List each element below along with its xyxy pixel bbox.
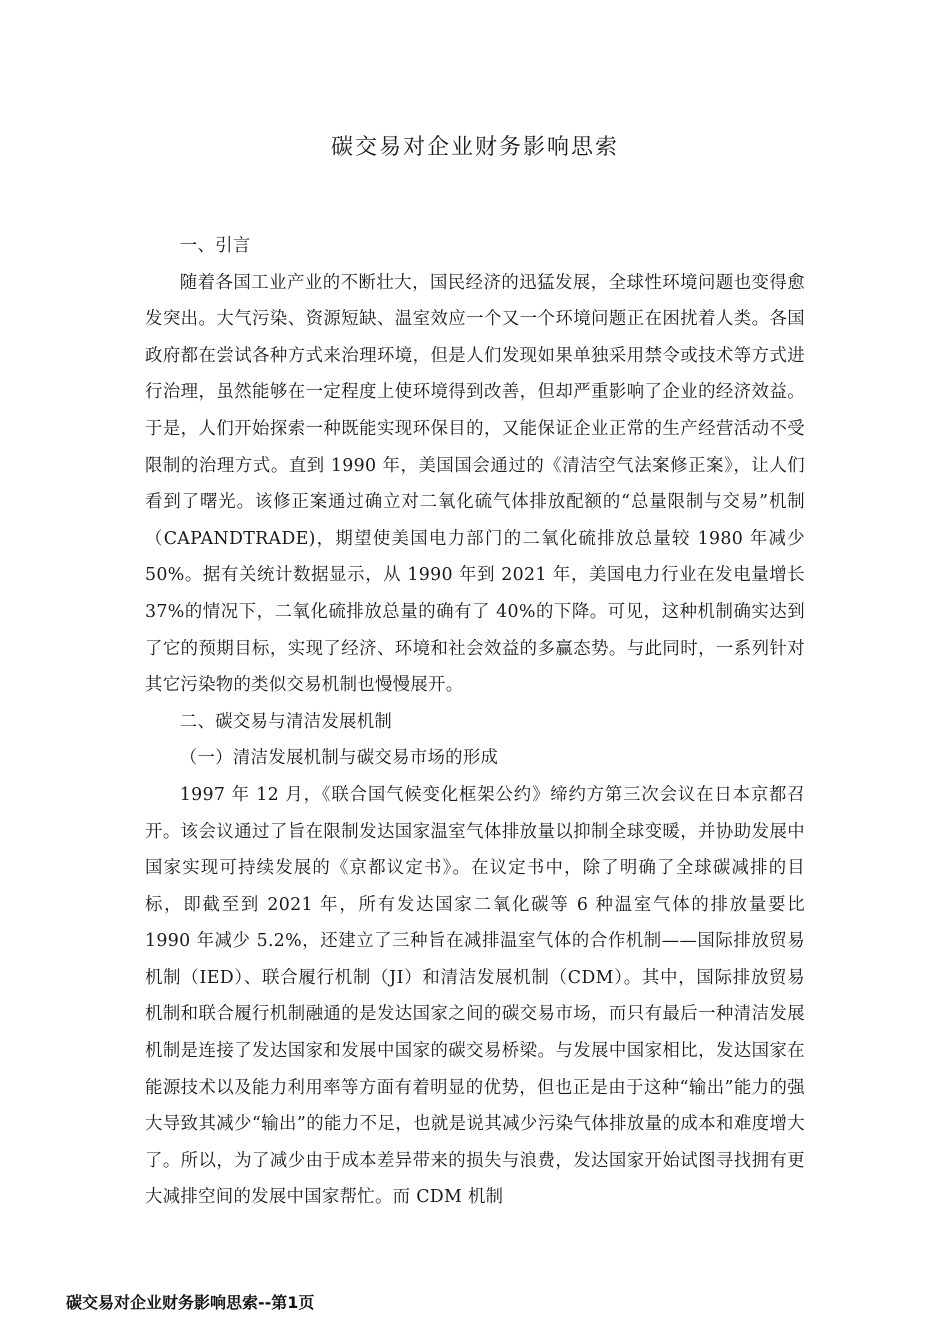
page-title: 碳交易对企业财务影响思索: [330, 135, 619, 160]
section-heading-introduction: 一、引言: [179, 236, 251, 256]
document-body: [145, 228, 805, 1216]
paragraph-kyoto-protocol: 1997 年 12 月，《联合国气候变化框架公约》缔约方第三次会议在日本京都召开。该会议通过了旨在限制发达国家温室气体排放量以抑制全球变暖，并协助发展中国家实现可持续发展的《京都议定书》。在议定书中，除了明确了全球碳减排的目标，即截至到 2021 年，所有发达国家二氧化碳等 6 种温室气体的排放量要比 1990 年减少 5.2%，还建立了三种旨在减排温室气体的合作机制——国际排放贸易机制（IED）、联合履行机制（JI）和清洁发展机制（CDM）。其中，国际排放贸易机制和联合履行机制融通的是发达国家之间的碳交易市场，而只有最后一种清洁发展机制是连接了发达国家和发展中国家的碳交易桥梁。与发展中国家相比，发达国家在能源技术以及能力利用率等方面有着明显的优势，但也正是由于这种“输出”能力的强大导致其减少“输出”的能力不足，也就是说其减少污染气体排放量的成本和难度增大了。所以，为了减少由于成本差异带来的损失与浪费，发达国家开始试图寻找拥有更大减排空间的发展中国家帮忙。而 CDM 机制: [145, 784, 805, 1208]
subsection-heading-cdm-formation: （一）清洁发展机制与碳交易市场的形成: [179, 748, 499, 769]
page-footer: 碳交易对企业财务影响思索--第1页: [66, 1293, 315, 1312]
section-heading-carbon-trading: 二、碳交易与清洁发展机制: [179, 711, 393, 732]
paragraph-introduction: 随着各国工业产业的不断壮大，国民经济的迅猛发展，全球性环境问题也变得愈发突出。大气污染、资源短缺、温室效应一个又一个环境问题正在困扰着人类。各国政府都在尝试各种方式来治理环境，但是人们发现如果单独采用禁令或技术等方式进行治理，虽然能够在一定程度上使环境得到改善，但却严重影响了企业的经济效益。于是，人们开始探索一种既能实现环保目的，又能保证企业正常的生产经营活动不受限制的治理方式。直到 1990 年，美国国会通过的《清洁空气法案修正案》，让人们看到了曙光。该修正案通过确立对二氧化硫气体排放配额的“总量限制与交易”机制（CAPANDTRADE)，期望使美国电力部门的二氧化硫排放总量较 1980 年减少 50%。据有关统计数据显示，从 1990 年到 2021 年，美国电力行业在发电量增长 37%的情况下，二氧化硫排放总量的确有了 40%的下降。可见，这种机制确实达到了它的预期目标，实现了经济、环境和社会效益的多赢态势。与此同时，一系列针对其它污染物的类似交易机制也慢慢展开。: [145, 272, 805, 696]
